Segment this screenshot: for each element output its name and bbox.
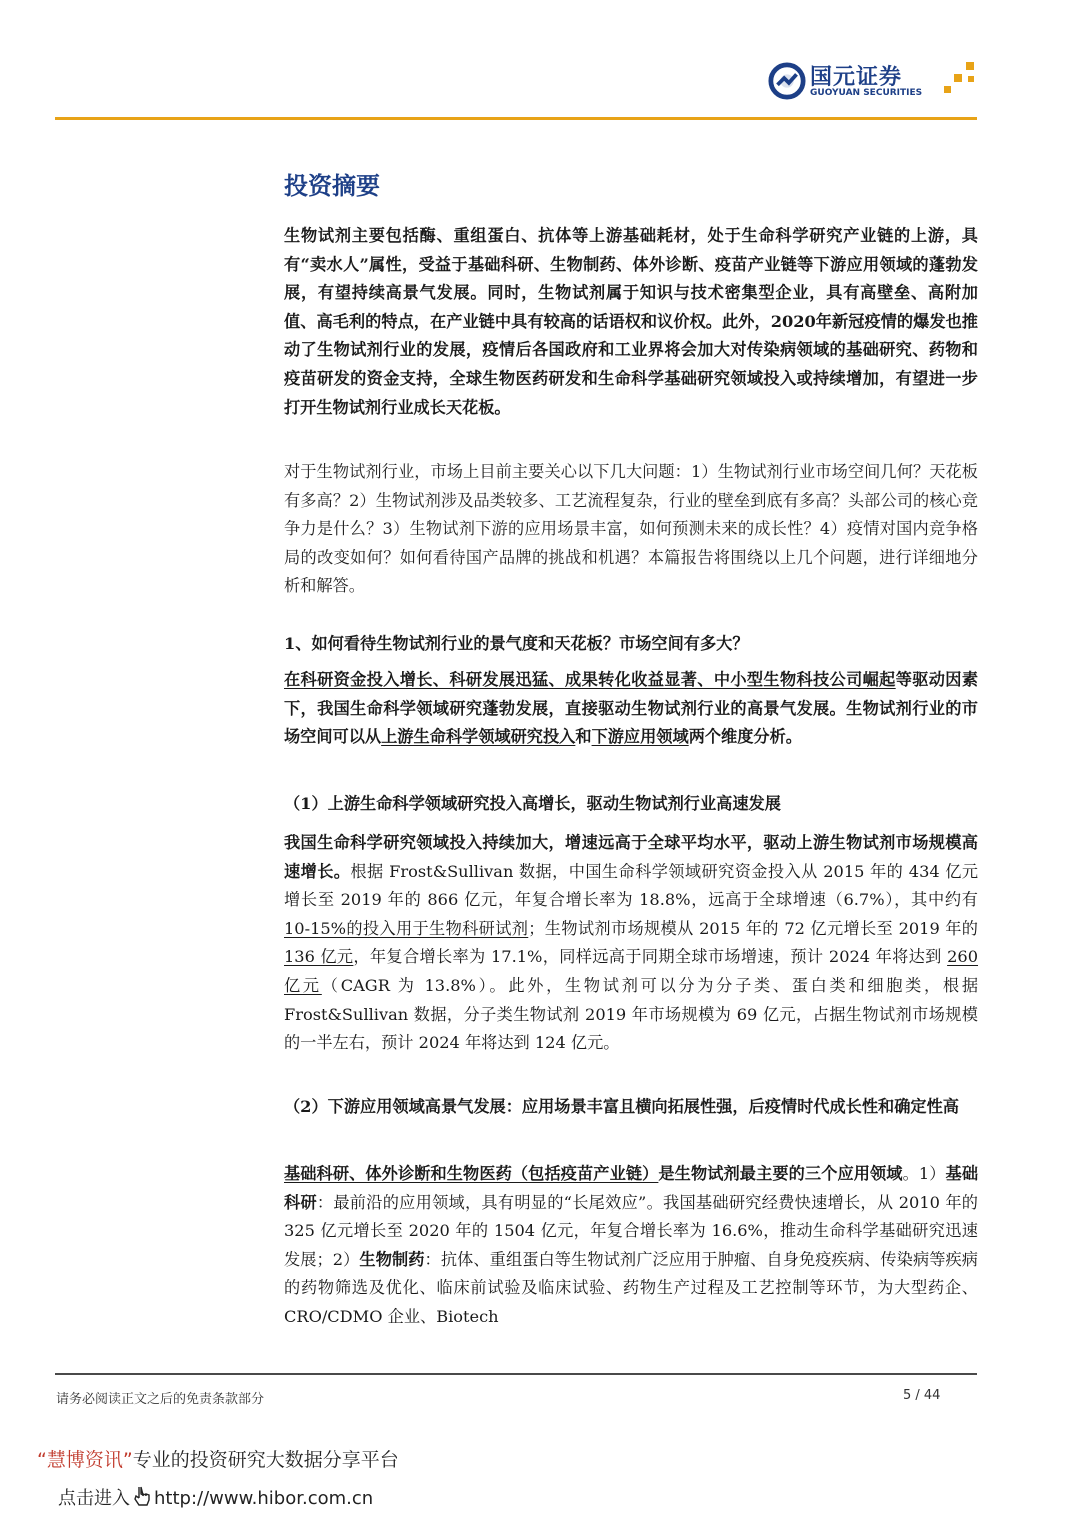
promo-brand: “慧博资讯”	[37, 1449, 133, 1471]
q1-conjunction: 和	[575, 727, 592, 747]
sub1-underline-c: 260 亿元	[284, 947, 979, 995]
page-number: 5 / 44	[903, 1388, 941, 1403]
footer-disclaimer: 请务必阅读正文之后的免责条款部分	[56, 1392, 265, 1407]
pointing-hand-icon	[132, 1485, 152, 1509]
footer-divider	[55, 1373, 977, 1375]
sub2-bold-underline-lead: 基础科研、体外诊断和生物医药（包括疫苗产业链）	[284, 1164, 659, 1183]
q1-paragraph	[284, 666, 978, 752]
promo-banner	[37, 1445, 399, 1472]
q1-underlined-downstream: 下游应用领域	[591, 727, 689, 747]
click-enter-text: 点击进入	[58, 1488, 130, 1509]
sub1-underline-b: 136 亿元	[284, 947, 354, 967]
sub2-heading: （2）下游应用领域高景气发展：应用场景丰富且横向拓展性强，后疫情时代成长性和确定性高	[284, 1097, 959, 1116]
sub2-text-c: ：抗体、重组蛋白等生物试剂广泛应用于肿瘤、自身免疫疾病、传染病等疾病的药物筛选及优化、临床前试验及临床试验、药物生产过程及工艺控制等环节，为大型药企、CRO/CDMO 企业、Biotech	[284, 1249, 978, 1326]
promo-tagline: 专业的投资研究大数据分享平台	[132, 1449, 399, 1471]
sub1-bold-lead: 我国生命科学研究领域投入持续加大，增速远高于全球平均水平，驱动上游生物试剂市场规模高速增长。	[284, 833, 978, 881]
section-title: 投资摘要	[284, 172, 380, 200]
q1-heading: 1、如何看待生物试剂行业的景气度和天花板？市场空间有多大？	[284, 634, 749, 653]
sub1-text-c: ，年复合增长率为 17.1%，同样远高于同期全球市场增速，预计 2024 年将达到	[353, 947, 948, 967]
company-logo	[768, 58, 983, 106]
sub1-text-a: 根据 Frost&Sullivan 数据，中国生命科学领域研究资金投入从 2015 年的 434 亿元增长至 2019 年的 866 亿元，年复合增长率为 18.8%，远高于全球增速（6.7%），其中约有	[284, 861, 979, 910]
header-divider	[55, 117, 977, 120]
sub1-text-d: （CAGR 为 13.8%）。此外，生物试剂可以分为分子类、蛋白类和细胞类，根据 Frost&Sullivan 数据，分子类生物试剂 2019 年市场规模为 69 亿元，占据生物试剂市场规模的一半左右，预计 2024 年将达到 124 亿元。	[284, 975, 979, 1053]
intro-paragraph: 生物试剂主要包括酶、重组蛋白、抗体等上游基础耗材，处于生命科学研究产业链的上游，具有“卖水人”属性，受益于基础科研、生物制药、体外诊断、疫苗产业链等下游应用领域的蓬勃发展，有望持续高景气发展。同时，生物试剂属于知识与技术密集型企业，具有高壁垒、高附加值、高毛利的特点，在产业链中具有较高的话语权和议价权。此外，2020年新冠疫情的爆发也推动了生物试剂行业的发展，疫情后各国政府和工业界将会加大对传染病领域的基础研究、药物和疫苗研发的资金支持，全球生物医药研发和生命科学基础研究领域投入或持续增加，有望进一步打开生物试剂行业成长天花板。	[284, 226, 978, 417]
q1-underlined-drivers: 在科研资金投入增长、科研发展迅猛、成果转化收益显著、中小型生物科技公司崛起	[284, 670, 896, 689]
sub1-paragraph	[284, 829, 978, 1058]
questions-paragraph: 对于生物试剂行业，市场上目前主要关心以下几大问题：1）生物试剂行业市场空间几何？天花板有多高？2）生物试剂涉及品类较多、工艺流程复杂，行业的壁垒到底有多高？头部公司的核心竞争力是什么？3）生物试剂下游的应用场景丰富，如何预测未来的成长性？4）疫情对国内竞争格局的改变如何？如何看待国产品牌的挑战和机遇？本篇报告将围绕以上几个问题，进行详细地分析和解答。	[284, 462, 978, 596]
sub2-bold-a: 基础科研	[284, 1164, 979, 1212]
page-header	[0, 0, 1080, 120]
promo-url-link[interactable]: http://www.hibor.com.cn	[154, 1488, 374, 1509]
logo-squares-decoration	[944, 58, 980, 98]
sub2-text-a: 。1）	[902, 1164, 946, 1183]
sub2-bold-b: 生物制药	[359, 1249, 425, 1269]
logo-english-name: GUOYUAN SECURITIES	[810, 88, 923, 98]
q1-underlined-upstream: 上游生命科学领域研究投入	[381, 727, 576, 747]
sub2-text-b: ：最前沿的应用领域，具有明显的“长尾效应”。我国基础研究经费快速增长，从 2010 年的 325 亿元增长至 2020 年的 1504 亿元，年复合增长率为 16.6%，推动生命科学基础研究迅速发展；2）	[284, 1192, 978, 1269]
sub1-heading: （1）上游生命科学领域研究投入高增长，驱动生物试剂行业高速发展	[284, 794, 781, 813]
sub2-paragraph	[284, 1160, 978, 1332]
guoyuan-logo-icon	[768, 62, 806, 100]
sub1-underline-a: 10-15%的投入用于生物科研试剂	[284, 918, 529, 938]
logo-chinese-name: 国元证券	[810, 65, 903, 90]
promo-link-row[interactable]	[58, 1484, 373, 1510]
q1-text: 等驱动因素下，我国生命科学领域研究蓬勃发展，直接驱动生物试剂行业的高景气发展。生物试剂行业的市场空间可以从	[284, 670, 979, 747]
q1-tail: 两个维度分析。	[688, 727, 802, 747]
sub1-text-b: ；生物试剂市场规模从 2015 年的 72 亿元增长至 2019 年的	[528, 918, 978, 938]
sub2-bold-lead-tail: 是生物试剂最主要的三个应用领域	[658, 1164, 903, 1183]
